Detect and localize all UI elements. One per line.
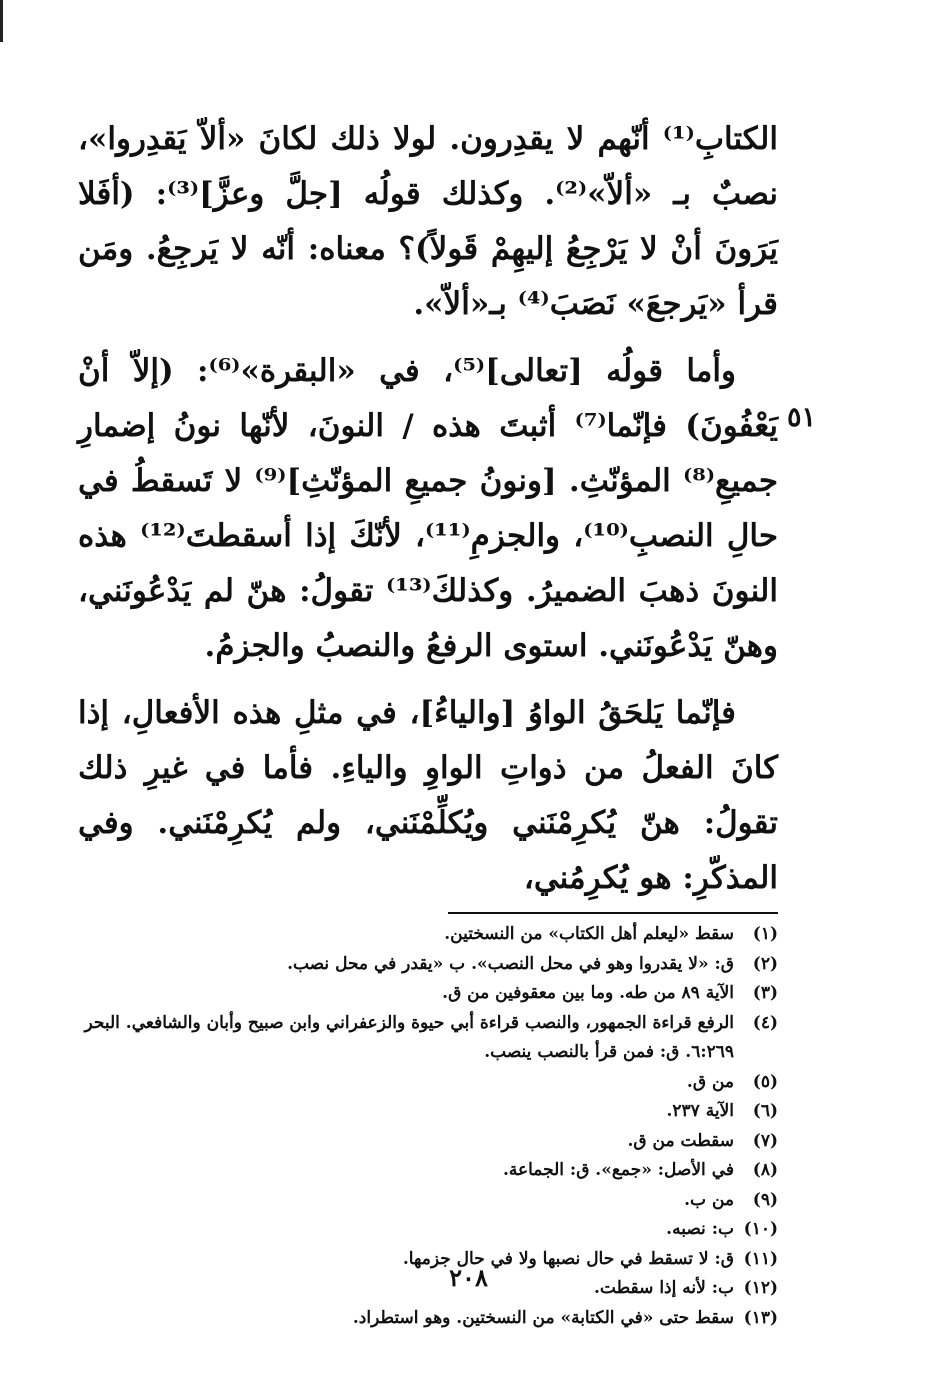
footnote-10 [78,1215,778,1245]
footnote-text: سقطت من ق. [627,1130,734,1151]
footnote-9 [78,1186,778,1216]
footnote-13 [78,1304,778,1334]
paragraph-2: وأما قولُه [تعالى]⁽⁵⁾، في «البقرة»⁽⁶⁾: (إلاّ أنْ يَعْفُونَ) فإنّما⁽⁷⁾ أثبتَ هذه / النونَ، لأنّها نونُ إضمارِ جميعِ⁽⁸⁾ المؤنّثِ. [ونونُ جميعِ المؤنّثِ]⁽⁹⁾ لا تَسقطُ في حالِ النصبِ⁽¹⁰⁾، والجزمِ⁽¹¹⁾، لأنّكَ إذا أسقطتَ⁽¹²⁾ هذه النونَ ذهبَ الضميرُ. وكذلكَ⁽¹³⁾ تقولُ: هنّ لم يَدْعُونَني، وهنّ يَدْعُونَني. استوى الرفعُ والنصبُ والجزمُ. [78,353,778,664]
footnote-separator [448,912,778,914]
footnote-text: الآية ٢٣٧. [666,1101,734,1121]
footnote-text: في الأصل: «جمع». ق: الجماعة. [502,1160,734,1180]
footnote-text: ق: لا تسقط في حال نصبها ولا في حال جزمها. [402,1248,734,1269]
page-edge-mark [0,0,3,42]
main-text [78,112,778,906]
footnote-number: (٦) [752,1101,778,1121]
footnote-number: (١١) [743,1248,778,1269]
paragraph-3: فإنّما يَلحَقُ الواوُ [والياءُ]، في مثلِ هذه الأفعالِ، إذا كانَ الفعلُ من ذواتِ الواوِ والياءِ. فأما في غيرِ ذلك تقولُ: هنّ يُكرِمْنَني ويُكلِّمْنَني، ولم يُكرِمْنَني. وفي المذكّرِ: هو يُكرِمُني، [78,695,778,896]
footnote-number: (١) [752,924,778,944]
footnote-number: (١٢) [743,1278,778,1298]
footnote-text: الرفع قراءة الجمهور، والنصب قراءة أبي حيوة والزعفراني وابن صبيح وأبان والشافعي. البحر ٦:٢٦٩. ق: فمن قرأ بالنصب ينصب. [84,1012,734,1062]
footnote-text: سقط حتى «في الكتابة» من النسختين. وهو استطراد. [352,1307,734,1328]
footnote-text: ب: لأنه إذا سقطت. [594,1278,734,1298]
footnote-5 [78,1068,778,1098]
footnote-6 [78,1097,778,1127]
footnote-number: (٧) [752,1130,778,1151]
footnote-number: (٤) [752,1012,778,1033]
footnote-text: ق: «لا يقدروا وهو في محل النصب». ب «يقدر في محل نصب. [287,953,734,974]
footnote-7 [78,1127,778,1157]
footnote-number: (٨) [752,1160,778,1180]
footnote-1 [78,920,778,950]
footnote-number: (٢) [752,953,778,974]
footnote-4 [78,1009,778,1068]
footnote-2 [78,950,778,980]
page-body [78,112,816,1333]
margin-page-reference: ٥١ [786,402,816,433]
footnote-number: (٩) [752,1189,778,1210]
footnote-text: سقط «ليعلم أهل الكتاب» من النسختين. [444,924,734,944]
footnote-number: (١٠) [743,1219,778,1239]
footnote-text: من ب. [684,1189,734,1210]
footnote-number: (١٣) [743,1307,778,1328]
paragraph-1: الكتابِ⁽¹⁾ أنّهم لا يقدِرون. لولا ذلك لكانَ «ألاّ يَقدِروا»، نصبٌ بـ «ألاّ»⁽²⁾. وكذلك قولُه [جلَّ وعزَّ]⁽³⁾: (أفَلا يَرَونَ أنْ لا يَرْجِعُ إليهِمْ قَولاً)؟ معناه: أنّه لا يَرجِعُ. ومَن قرأ «يَرجعَ» نَصَبَ⁽⁴⁾ بـ«ألاّ». [78,121,778,322]
footnote-text: من ق. [686,1071,734,1092]
footnote-text: ب: نصبه. [666,1219,734,1239]
footnote-number: (٣) [752,983,778,1003]
footnote-number: (٥) [752,1071,778,1092]
footnote-8 [78,1156,778,1186]
footnote-3 [78,979,778,1009]
footnote-text: الآية ٨٩ من طه. وما بين معقوفين من ق. [442,983,734,1003]
page-number: ٢٠٨ [449,1263,488,1292]
